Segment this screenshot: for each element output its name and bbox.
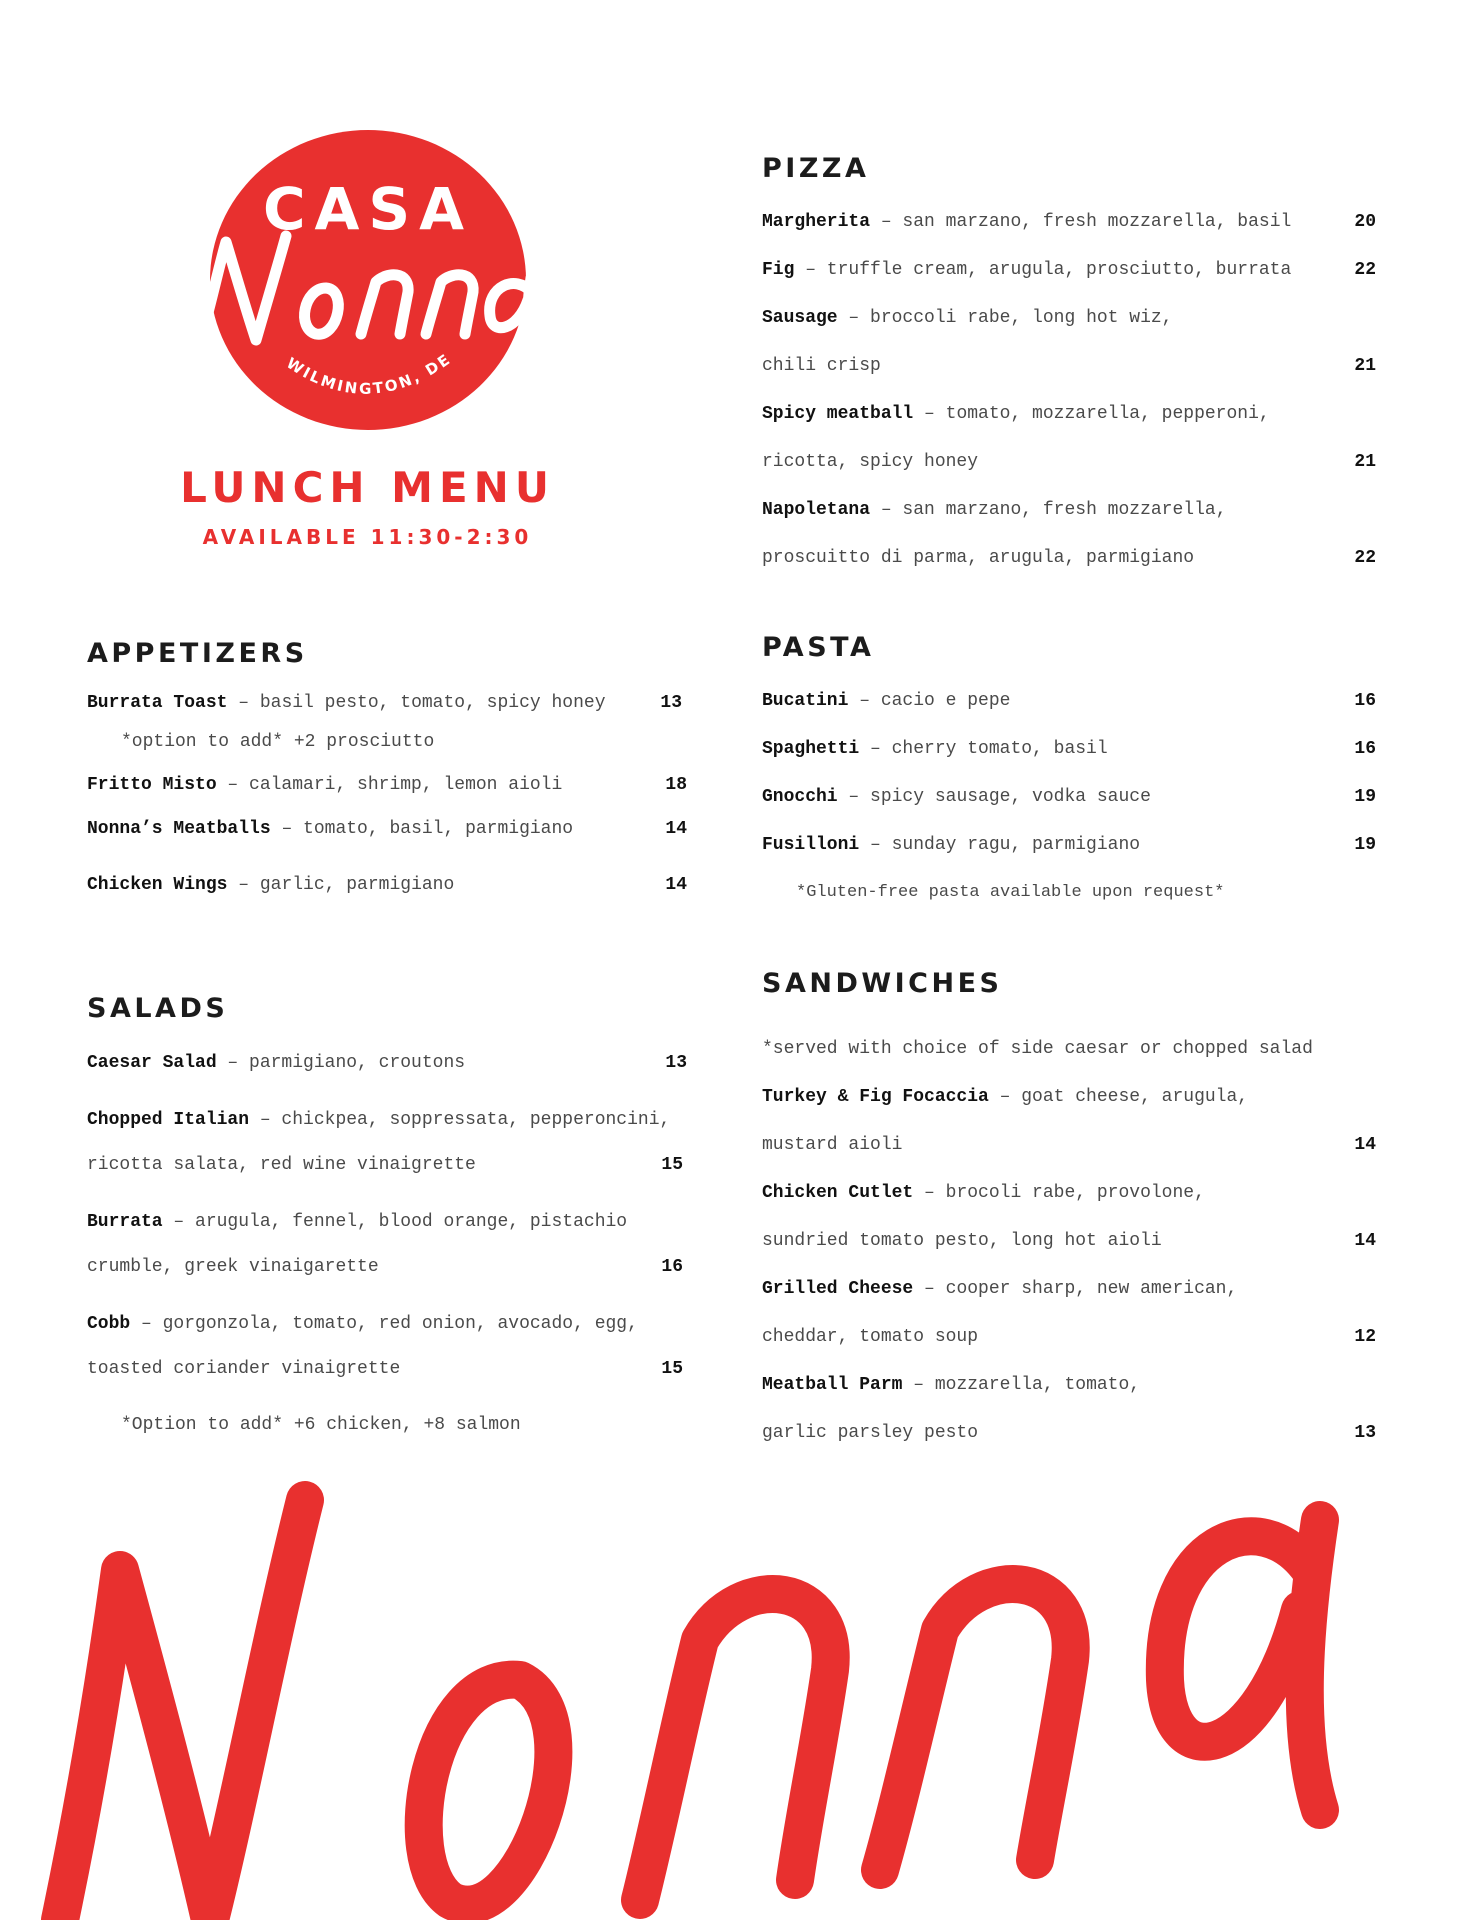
section-title: SALADS — [87, 993, 229, 1024]
menu-item — [762, 260, 1376, 282]
sandwiches-section — [762, 968, 1376, 1445]
item-name: Fritto Misto — [87, 775, 217, 795]
item-name: Spicy meatball — [762, 404, 914, 424]
item-name: Margherita — [762, 212, 871, 232]
item-note: *Gluten-free pasta available upon request* — [796, 883, 1225, 902]
item-description: – cooper sharp, new american, — [913, 1279, 1238, 1299]
item-description: – mozzarella, tomato, — [902, 1375, 1141, 1395]
item-description: – spicy sausage, vodka sauce — [837, 787, 1151, 807]
menu-item — [762, 835, 1376, 857]
item-price: 15 — [661, 1359, 683, 1379]
menu-item — [762, 500, 1376, 570]
menu-item — [762, 1183, 1376, 1253]
item-description-cont: proscuitto di parma, arugula, parmigiano — [762, 548, 1195, 568]
menu-item — [762, 404, 1376, 474]
logo-casa-text: CASA — [262, 175, 474, 243]
item-description: – gorgonzola, tomato, red onion, avocado, egg, — [130, 1314, 638, 1334]
item-description: – basil pesto, tomato, spicy honey — [227, 693, 606, 713]
pasta-section — [762, 632, 1376, 905]
item-name: Burrata — [87, 1212, 163, 1232]
item-description: – tomato, mozzarella, pepperoni, — [913, 404, 1270, 424]
item-description-cont: mustard aioli — [762, 1135, 903, 1155]
item-price: 19 — [1354, 835, 1376, 855]
item-price: 14 — [1354, 1135, 1376, 1155]
menu-item — [762, 691, 1376, 713]
item-name: Chicken Wings — [87, 875, 228, 895]
item-price: 13 — [1354, 1423, 1376, 1443]
item-description: – tomato, basil, parmigiano — [270, 819, 574, 839]
menu-item — [762, 308, 1376, 378]
item-description: – garlic, parmigiano — [227, 875, 455, 895]
item-description-cont: garlic parsley pesto — [762, 1423, 979, 1443]
menu-item — [87, 819, 697, 841]
item-price: 18 — [665, 775, 687, 795]
item-name: Nonna’s Meatballs — [87, 819, 271, 839]
item-name: Meatball Parm — [762, 1375, 903, 1395]
section-title: PIZZA — [762, 153, 870, 184]
item-price: 20 — [1354, 212, 1376, 232]
item-description-cont: crumble, greek vinaigarette — [87, 1257, 379, 1277]
item-name: Sausage — [762, 308, 838, 328]
item-name: Fusilloni — [762, 835, 860, 855]
item-description: – broccoli rabe, long hot wiz, — [837, 308, 1173, 328]
menu-item — [87, 1212, 697, 1279]
item-price: 14 — [665, 875, 687, 895]
item-name: Turkey & Fig Focaccia — [762, 1087, 989, 1107]
menu-item — [762, 212, 1376, 234]
svg-text:WILMINGTON, DE — [283, 349, 455, 397]
logo-location-text: WILMINGTON, DE — [283, 349, 456, 398]
nonna-script-decoration — [0, 1480, 1484, 1920]
item-description: – cherry tomato, basil — [859, 739, 1108, 759]
item-price: 22 — [1354, 548, 1376, 568]
item-description-cont: ricotta, spicy honey — [762, 452, 979, 472]
item-price: 14 — [665, 819, 687, 839]
item-description: – arugula, fennel, blood orange, pistachio — [162, 1212, 628, 1232]
item-price: 14 — [1354, 1231, 1376, 1251]
item-name: Napoletana — [762, 500, 871, 520]
menu-item — [762, 739, 1376, 761]
item-description: – sunday ragu, parmigiano — [859, 835, 1141, 855]
item-name: Bucatini — [762, 691, 849, 711]
section-intro: *served with choice of side caesar or chopped salad — [762, 1039, 1313, 1059]
item-price: 16 — [1354, 691, 1376, 711]
item-name: Spaghetti — [762, 739, 860, 759]
item-price: 21 — [1354, 356, 1376, 376]
item-name: Chopped Italian — [87, 1110, 250, 1130]
item-note: *option to add* +2 prosciutto — [121, 732, 435, 752]
appetizers-section — [87, 638, 697, 897]
menu-item — [87, 1110, 697, 1177]
item-description: – calamari, shrimp, lemon aioli — [216, 775, 563, 795]
item-description: – goat cheese, arugula, — [988, 1087, 1249, 1107]
menu-item — [762, 1279, 1376, 1349]
menu-item — [762, 1087, 1376, 1157]
menu-item — [87, 693, 697, 715]
item-description-cont: toasted coriander vinaigrette — [87, 1359, 401, 1379]
menu-title: LUNCH MENU — [180, 463, 555, 512]
logo-location-arc — [210, 130, 526, 430]
section-title: SANDWICHES — [762, 968, 1003, 999]
item-description-cont: cheddar, tomato soup — [762, 1327, 979, 1347]
item-price: 13 — [665, 1053, 687, 1073]
item-description-cont: chili crisp — [762, 356, 881, 376]
sandwiches-list — [762, 1087, 1376, 1445]
casa-nonna-logo — [210, 130, 526, 430]
menu-item — [87, 1053, 697, 1075]
item-description: – chickpea, soppressata, pepperoncini, — [249, 1110, 671, 1130]
item-price: 21 — [1354, 452, 1376, 472]
item-note: *Option to add* +6 chicken, +8 salmon — [121, 1415, 521, 1435]
item-name: Burrata Toast — [87, 693, 228, 713]
menu-item — [87, 775, 697, 797]
menu-item — [762, 787, 1376, 809]
item-description: – truffle cream, arugula, prosciutto, burrata — [794, 260, 1292, 280]
item-description: – parmigiano, croutons — [216, 1053, 466, 1073]
section-title: PASTA — [762, 632, 875, 663]
item-price: 22 — [1354, 260, 1376, 280]
appetizers-list — [87, 693, 697, 897]
salads-section — [87, 993, 697, 1437]
menu-item — [762, 1375, 1376, 1445]
item-description-cont: ricotta salata, red wine vinaigrette — [87, 1155, 476, 1175]
section-title: APPETIZERS — [87, 638, 308, 669]
item-description: – cacio e pepe — [848, 691, 1011, 711]
item-name: Gnocchi — [762, 787, 838, 807]
item-price: 13 — [660, 693, 682, 713]
item-name: Cobb — [87, 1314, 131, 1334]
pizza-section — [762, 153, 1376, 570]
item-description-cont: sundried tomato pesto, long hot aioli — [762, 1231, 1162, 1251]
menu-availability: AVAILABLE 11:30-2:30 — [202, 525, 533, 549]
item-name: Chicken Cutlet — [762, 1183, 914, 1203]
menu-item — [87, 1314, 697, 1381]
item-price: 15 — [661, 1155, 683, 1175]
item-description: – brocoli rabe, provolone, — [913, 1183, 1205, 1203]
pasta-list — [762, 691, 1376, 905]
item-name: Grilled Cheese — [762, 1279, 914, 1299]
item-name: Fig — [762, 260, 795, 280]
item-price: 19 — [1354, 787, 1376, 807]
item-price: 16 — [1354, 739, 1376, 759]
pizza-list — [762, 212, 1376, 570]
item-name: Caesar Salad — [87, 1053, 217, 1073]
item-price: 12 — [1354, 1327, 1376, 1347]
salads-list — [87, 1053, 697, 1437]
menu-item — [87, 875, 697, 897]
item-description: – san marzano, fresh mozzarella, basil — [870, 212, 1292, 232]
item-price: 16 — [661, 1257, 683, 1277]
item-description: – san marzano, fresh mozzarella, — [870, 500, 1227, 520]
